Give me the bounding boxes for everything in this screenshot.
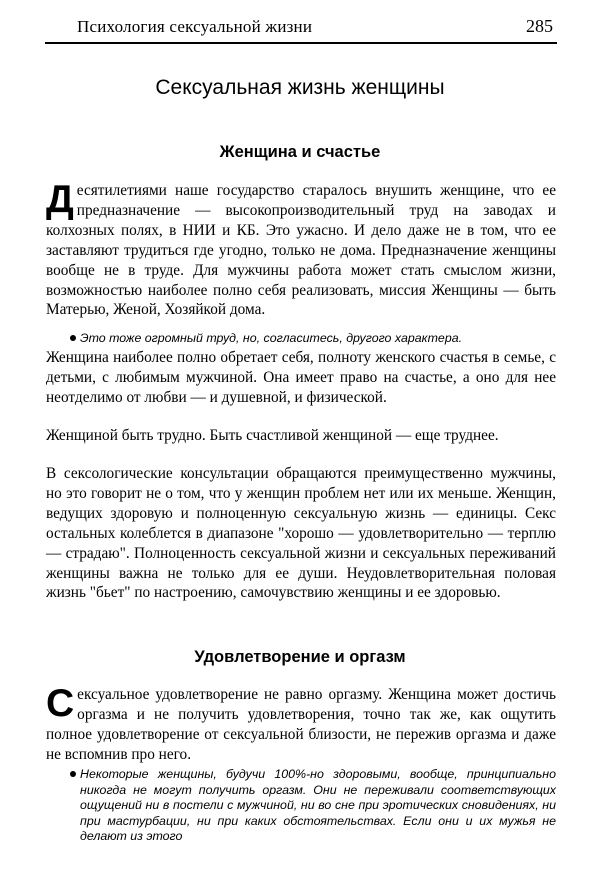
bullet-icon <box>70 771 76 777</box>
paragraph-1 <box>46 178 556 320</box>
running-header <box>45 16 557 44</box>
chapter-title: Сексуальная жизнь женщины <box>155 76 445 99</box>
drop-cap: С <box>46 682 75 725</box>
running-title: Психология сексуальной жизни <box>77 17 313 36</box>
paragraph-4: В сексологические консультации обращаются преимущественно мужчины, но это говорит не о том, что у женщин проблем нет или их меньше. Женщин, ведущих здоровую и полноценную сексуальную жизнь — единицы. Секс остальных колеблется в диапазоне "хорошо — удовлетворительно — терплю — страдаю". Полноценность сексуальной жизни и сексуальных переживаний женщины важна не только для ее души. Неудовлетворительная половая жизнь "бьет" по настроению, самочувствию женщины и ее здоровью. <box>46 465 556 602</box>
section-title-happiness: Женщина и счастье <box>219 143 381 161</box>
paragraph-5-text: ексуальное удовлетворение не равно оргазму. Женщина может достичь оргазма и не получить удовлетворения, точно так же, как ощутить полное удовлетворение от сексуальной близости, не пережив оргазма и даже не вспомнив про него. <box>46 686 556 763</box>
section-title-satisfaction: Удовлетворение и оргазм <box>194 648 406 666</box>
side-note-1-text: Это тоже огромный труд, но, согласитесь, другого характера. <box>80 331 463 345</box>
paragraph-2: Женщина наиболее полно обретает себя, полноту женского счастья в семье, с детьми, с любимым мужчиной. Она имеет право на счастье, а оно для нее неотделимо от любви — и душевной, и физической. <box>46 349 556 406</box>
paragraph-1-text: есятилетиями наше государство старалось внушить женщине, что ее предназначение — высокопроизводительный труд на заводах и колхозных полях, в НИИ и КБ. Это ужасно. И дело даже не в том, что ее заставляют трудиться где угодно, только не дома. Предназначение женщины вообще не в труде. Для мужчины работа может стать смыслом жизни, возможностью наиболее полно себя реализовать, миссия Женщины — быть Матерью, Женой, Хозяйкой дома. <box>46 182 556 319</box>
paragraph-3: Женщиной быть трудно. Быть счастливой женщиной — еще труднее. <box>46 427 499 444</box>
drop-cap: Д <box>46 178 74 221</box>
bullet-icon <box>70 335 76 341</box>
side-note-2 <box>80 767 556 845</box>
paragraph-5 <box>46 682 556 765</box>
page-number: 285 <box>526 16 553 36</box>
side-note-1 <box>80 331 556 347</box>
side-note-2-text: Некоторые женщины, будучи 100%-но здоровыми, вообще, принципиально никогда не могут получить оргазм. Они не переживали соответствующих ощущений ни в постели с мужчиной, ни во сне при эротических сновидениях, ни при мастурбации, ни при каких обстоятельствах. Если они и их мужья не делают из этого <box>80 767 556 844</box>
